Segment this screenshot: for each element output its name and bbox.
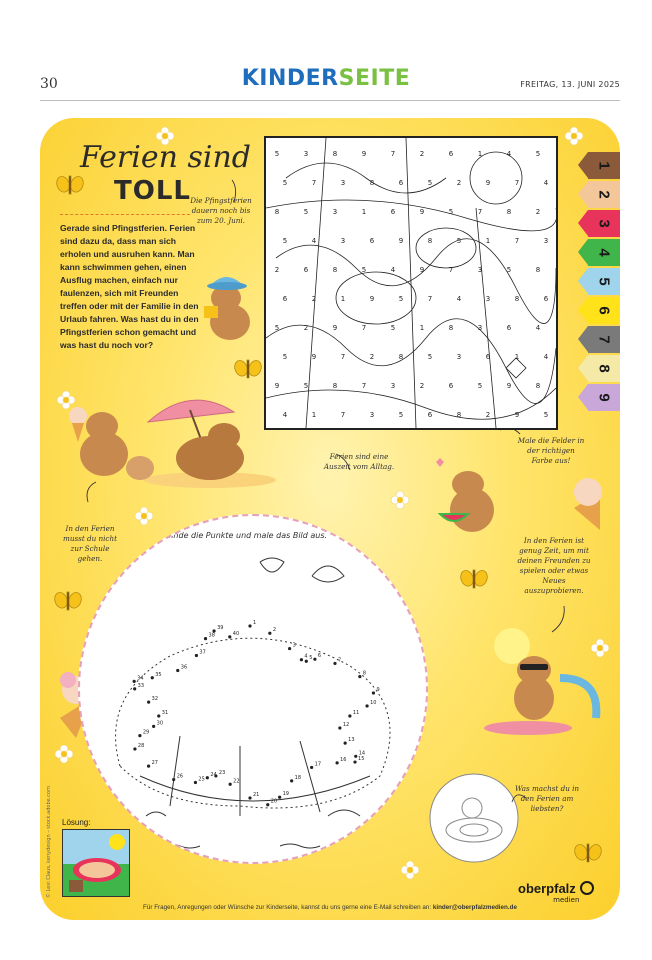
dot-point [354, 755, 357, 758]
dot-point [147, 701, 150, 704]
grid-number: 6 [369, 237, 375, 245]
grid-number: 1 [485, 237, 491, 245]
grid-number: 8 [332, 266, 338, 274]
grid-number: 3 [340, 179, 346, 187]
grid-number: 5 [427, 179, 433, 187]
footer-email[interactable]: kinder@oberpfalzmedien.de [432, 904, 517, 911]
dot-label: 12 [342, 721, 350, 728]
dot-point [212, 629, 215, 632]
palette-color-6 [588, 297, 620, 324]
logo-name: oberpfalz [518, 881, 576, 896]
pencil-tip-icon [578, 326, 588, 352]
pencil-tip-icon [578, 384, 588, 410]
palette-number: 9 [595, 393, 613, 402]
grid-number: 4 [456, 295, 462, 303]
grid-number: 7 [514, 179, 520, 187]
grid-number: 6 [427, 411, 433, 419]
dot-label: 5 [309, 655, 313, 662]
dot-to-dot-instruction: Verbinde die Punkte und male das Bild aus. [152, 531, 328, 540]
dot-point [288, 647, 291, 650]
grid-number: 6 [543, 295, 549, 303]
dot-point [138, 734, 141, 737]
dot-label: 11 [352, 710, 360, 716]
grid-number: 1 [340, 295, 346, 303]
grid-number: 3 [485, 295, 491, 303]
palette-number: 1 [595, 161, 613, 170]
dot-point [278, 796, 281, 799]
solution-box [62, 818, 130, 897]
palette-number: 7 [595, 335, 613, 344]
grid-number: 1 [477, 150, 483, 158]
palette-color-4 [588, 239, 620, 266]
grid-number: 5 [282, 179, 288, 187]
palette-color-9 [588, 384, 620, 411]
dot-label: 37 [199, 649, 206, 656]
solution-label: Lösung: [62, 818, 91, 827]
solution-thumbnail [62, 829, 130, 897]
grid-number: 5 [448, 208, 454, 216]
dot-point [133, 687, 136, 690]
grid-number: 3 [303, 150, 309, 158]
palette-number: 4 [595, 248, 613, 257]
dot-point [206, 776, 209, 779]
grid-number: 8 [427, 237, 433, 245]
dot-point [229, 783, 232, 786]
grid-number: 7 [427, 295, 433, 303]
dot-label: 29 [142, 729, 150, 736]
grid-number: 3 [340, 237, 346, 245]
dot-label: 9 [376, 686, 380, 693]
capybara-family-illustration [69, 400, 276, 488]
grid-number: 6 [448, 382, 454, 390]
arrow-icon [87, 482, 96, 502]
grid-number: 8 [332, 150, 338, 158]
pencil-tip-icon [578, 181, 588, 207]
grid-number: 3 [332, 208, 338, 216]
dot-label: 26 [176, 773, 184, 780]
grid-number: 8 [535, 382, 541, 390]
cloud-outline [286, 163, 446, 193]
note-felder: Male die Felder in der richtigen Farbe aus! [517, 436, 585, 465]
grid-number: 7 [448, 266, 454, 274]
color-palette [588, 152, 620, 413]
bird-outline [146, 812, 166, 816]
grid-number: 7 [340, 411, 346, 419]
dot-point [348, 714, 351, 717]
dot-point [133, 680, 136, 683]
grid-number: 9 [332, 324, 338, 332]
grid-number: 4 [311, 237, 317, 245]
dot-label: 3 [292, 642, 296, 649]
grid-number: 2 [311, 295, 317, 303]
dot-point [151, 676, 154, 679]
dragonfly-outline [260, 558, 284, 572]
note-schule: In den Ferien musst du nicht zur Schule gehen. [63, 524, 117, 563]
intro-text: Gerade sind Pfingstferien. Ferien sind dazu da, dass man sich erholen und ausruhen kann. Man kann schwimmen gehen, einen Ausflug machen, einfach nur faulenzen, sich mit Freunden treffen oder mit der Familie in den Urlaub fahren. Was hast du in den Pfingstferien schon gemacht und was hast du noch vor? [60, 223, 199, 350]
dot-label: 1 [253, 620, 257, 626]
grid-number: 4 [506, 150, 512, 158]
grid-number: 7 [514, 237, 520, 245]
capybara-reading-illustration [204, 277, 250, 340]
speech-bubble-icon [579, 880, 595, 896]
dot-label: 32 [151, 696, 159, 703]
grid-number: 9 [419, 208, 425, 216]
palette-color-5 [588, 268, 620, 295]
grid-number: 5 [543, 411, 549, 419]
grid-number: 8 [456, 411, 462, 419]
dot-point [204, 637, 207, 640]
grid-number: 8 [369, 179, 375, 187]
logo-sub: medien [553, 896, 580, 904]
dot-label: 25 [198, 776, 205, 783]
dot-label: 14 [358, 750, 366, 757]
grid-number: 5 [477, 382, 483, 390]
dot-point [152, 725, 155, 728]
footer-text: Für Fragen, Anregungen oder Wünsche zur Kinderseite, kannst du uns gerne eine E-Mail schreiben an: [143, 904, 432, 911]
grid-number: 6 [398, 179, 404, 187]
grid-number: 5 [303, 208, 309, 216]
dot-label: 28 [137, 742, 145, 749]
dot-label: 24 [210, 771, 217, 778]
grid-number: 5 [361, 266, 367, 274]
grid-number: 4 [535, 324, 541, 332]
grid-number: 1 [419, 324, 425, 332]
issue-date: FREITAG, 13. JUNI 2025 [520, 80, 620, 89]
grid-number: 5 [398, 411, 404, 419]
dot-point [290, 779, 293, 782]
title-line-1: Ferien sind [80, 140, 251, 175]
grid-number: 9 [506, 382, 512, 390]
dot-point [310, 766, 313, 769]
pencil-tip-icon [578, 297, 588, 323]
grid-number: 2 [274, 266, 280, 274]
header-divider [40, 100, 620, 101]
grid-number: 2 [535, 208, 541, 216]
dot-point [313, 658, 316, 661]
palette-number: 2 [595, 190, 613, 199]
palette-number: 3 [595, 219, 613, 228]
grid-number: 5 [456, 237, 462, 245]
dot-label: 33 [137, 682, 145, 689]
section-title-kinder: KINDER [241, 66, 339, 91]
dot-point [194, 781, 197, 784]
grid-number: 4 [282, 411, 288, 419]
image-credit: © Lexi Claus, kenydesign – stock.adobe.com [46, 786, 52, 898]
palette-color-7 [588, 326, 620, 353]
dot-label: 15 [358, 756, 365, 763]
dot-point [133, 747, 136, 750]
grid-number: 7 [311, 179, 317, 187]
dot-label: 30 [156, 720, 164, 727]
palette-color-3 [588, 210, 620, 237]
dot-point [147, 764, 150, 767]
dot-label: 36 [180, 664, 188, 671]
grid-number: 2 [419, 150, 425, 158]
grid-number: 8 [332, 382, 338, 390]
grid-number: 8 [448, 324, 454, 332]
dot-label: 27 [151, 760, 158, 767]
note-liebsten: Was machst du in den Ferien am liebsten? [514, 784, 580, 813]
note-auszeit: Ferien sind eine Auszeit vom Alltag. [323, 452, 395, 471]
dot-point [353, 760, 356, 763]
pencil-tip-icon [578, 355, 588, 381]
publisher-logo [518, 880, 595, 904]
dot-point [248, 624, 251, 627]
grid-number: 8 [514, 295, 520, 303]
grid-number: 2 [485, 411, 491, 419]
grid-number: 5 [274, 150, 280, 158]
dot-label: 23 [218, 769, 226, 776]
dot-label: 13 [348, 737, 355, 744]
title-line-2: TOLL [114, 176, 191, 206]
dot-label: 34 [137, 675, 144, 682]
dot-label: 4 [304, 653, 308, 660]
grid-number: 5 [282, 353, 288, 361]
grid-number: 9 [274, 382, 280, 390]
dot-label: 19 [282, 791, 289, 798]
palette-color-8 [588, 355, 620, 382]
dot-point [176, 669, 179, 672]
dot-point [157, 714, 160, 717]
grid-number: 9 [398, 237, 404, 245]
dot-label: 22 [233, 778, 240, 785]
capybara-swim-ring-sketch [430, 774, 518, 862]
grid-number: 3 [477, 324, 483, 332]
dot-point [333, 662, 336, 665]
dot-label: 39 [217, 624, 224, 631]
grid-number: 8 [535, 266, 541, 274]
dot-point [228, 635, 231, 638]
capybara-surfing-illustration [484, 628, 596, 735]
dot-label: 8 [362, 670, 367, 677]
grid-number: 3 [369, 411, 375, 419]
grid-number: 4 [543, 179, 549, 187]
grid-number: 1 [361, 208, 367, 216]
sun-outline [470, 152, 522, 204]
dot-point [268, 632, 271, 635]
grid-number: 5 [390, 324, 396, 332]
grid-number: 8 [274, 208, 280, 216]
grid-number: 6 [506, 324, 512, 332]
dot-to-dot-drawing [80, 516, 426, 862]
grid-number: 7 [361, 382, 367, 390]
pencil-tip-icon [578, 239, 588, 265]
grid-number: 5 [303, 382, 309, 390]
grid-number: 5 [506, 266, 512, 274]
dot-label: 16 [340, 756, 347, 763]
dot-label: 21 [253, 792, 260, 799]
color-by-number-drawing [266, 138, 556, 428]
intro-divider [60, 214, 190, 215]
dot-point [195, 654, 198, 657]
grid-number: 9 [514, 411, 520, 419]
dot-point [358, 675, 361, 678]
grid-number: 5 [398, 295, 404, 303]
dot-point [372, 691, 375, 694]
dot-label: 20 [270, 798, 278, 805]
grid-number: 6 [448, 150, 454, 158]
dot-label: 10 [370, 699, 377, 706]
palette-color-2 [588, 181, 620, 208]
grid-number: 9 [485, 179, 491, 187]
grid-number: 2 [303, 324, 309, 332]
dot-label: 40 [232, 630, 240, 637]
grid-number: 3 [543, 237, 549, 245]
note-pfingstferien: Die Pfingstferien dauern noch bis zum 20. Juni. [190, 196, 252, 225]
dot-point [365, 704, 368, 707]
grid-number: 2 [456, 179, 462, 187]
arrow-icon [552, 606, 564, 632]
dot-label: 31 [161, 710, 169, 716]
grid-number: 5 [274, 324, 280, 332]
pencil-tip-icon [578, 152, 588, 178]
dot-point [305, 660, 308, 663]
dot-point [344, 742, 347, 745]
dot-label: 38 [208, 632, 215, 639]
section-title-seite: SEITE [338, 66, 411, 91]
grid-number: 5 [282, 237, 288, 245]
capybara-watermelon-illustration [436, 458, 494, 532]
dot-label: 6 [317, 653, 322, 660]
palette-number: 8 [595, 364, 613, 373]
dot-point [336, 761, 339, 764]
water-lily-outline [312, 566, 344, 582]
palette-color-1 [588, 152, 620, 179]
grid-number: 3 [477, 266, 483, 274]
dot-point [248, 796, 251, 799]
palette-number: 5 [595, 277, 613, 286]
pencil-tip-icon [578, 268, 588, 294]
note-freunde: In den Ferien ist genug Zeit, um mit deinen Freunden zu spielen oder etwas Neues auszuprobieren. [517, 536, 591, 595]
grid-number: 7 [340, 353, 346, 361]
dot-point [338, 726, 341, 729]
grid-number: 5 [535, 150, 541, 158]
grid-number: 7 [390, 150, 396, 158]
dot-to-dot-puzzle [78, 514, 428, 864]
grid-number: 4 [543, 353, 549, 361]
grid-number: 9 [369, 295, 375, 303]
shell-outline [328, 810, 360, 816]
color-by-number-puzzle [264, 136, 558, 430]
grid-number: 4 [390, 266, 396, 274]
dot-label: 2 [272, 627, 277, 634]
palette-number: 6 [595, 306, 613, 315]
grid-number: 5 [427, 353, 433, 361]
grid-number: 2 [419, 382, 425, 390]
grid-number: 6 [390, 208, 396, 216]
grid-number: 7 [477, 208, 483, 216]
grid-number: 8 [506, 208, 512, 216]
page-number: 30 [40, 76, 58, 92]
dot-label: 35 [155, 671, 162, 678]
grid-number: 3 [456, 353, 462, 361]
dot-label: 18 [294, 774, 302, 781]
grid-number: 6 [485, 353, 491, 361]
dot-label: 7 [337, 657, 342, 664]
grid-number: 6 [282, 295, 288, 303]
grid-number: 9 [311, 353, 317, 361]
grid-number: 7 [361, 324, 367, 332]
grid-number: 3 [390, 382, 396, 390]
dot-point [300, 658, 303, 661]
footer-contact [40, 904, 620, 911]
grid-number: 2 [369, 353, 375, 361]
dot-point [266, 803, 269, 806]
grid-number: 6 [303, 266, 309, 274]
pencil-tip-icon [578, 210, 588, 236]
grid-number: 1 [311, 411, 317, 419]
grid-number: 9 [361, 150, 367, 158]
grid-number: 8 [398, 353, 404, 361]
dot-point [172, 778, 175, 781]
kids-page-card [40, 118, 620, 920]
grid-number: 9 [419, 266, 425, 274]
dot-label: 17 [314, 761, 322, 768]
grid-number: 1 [514, 353, 520, 361]
